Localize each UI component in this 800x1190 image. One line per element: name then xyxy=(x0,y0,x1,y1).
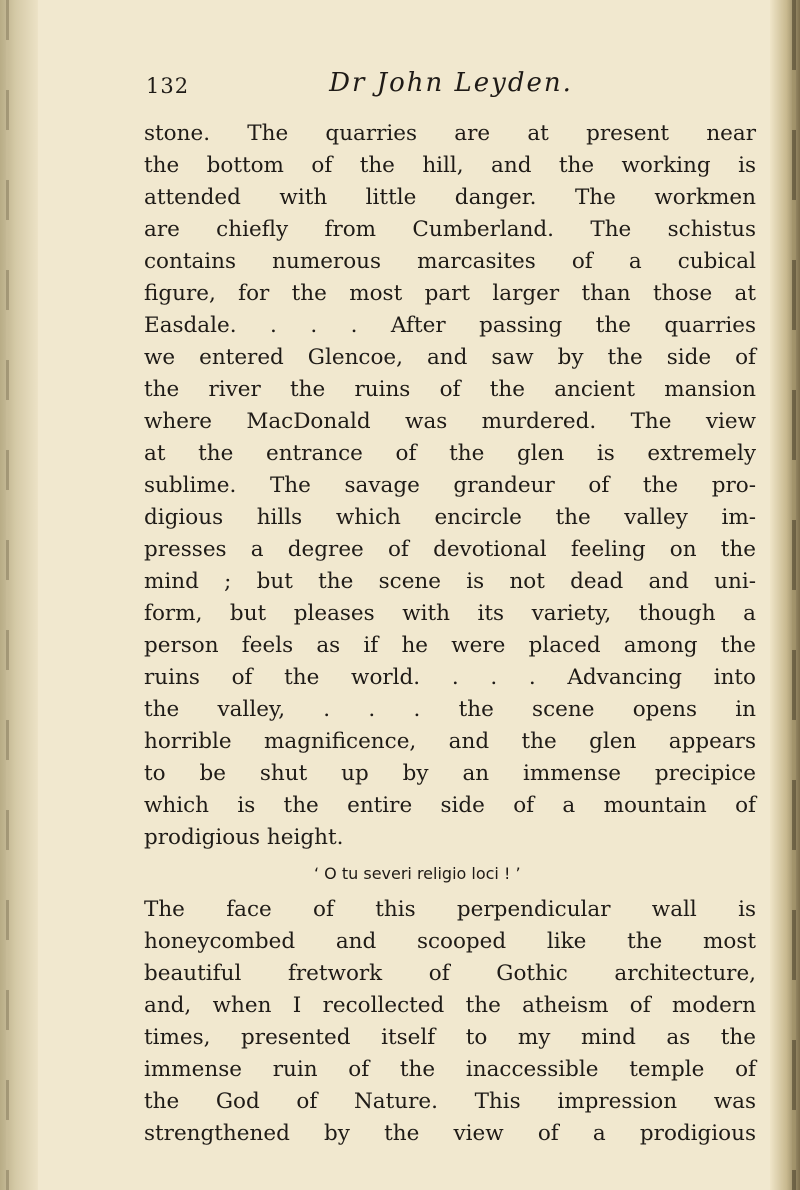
text-line: stone. The quarries are at present near xyxy=(144,121,756,146)
text-line: presses a degree of devotional feeling on the xyxy=(144,537,756,562)
text-line: to be shut up by an immense precipice xyxy=(144,761,756,786)
paragraph-2 xyxy=(144,894,756,1150)
text-line: beautiful fretwork of Gothic architecture, xyxy=(144,961,756,986)
text-line: ruins of the world. . . . Advancing into xyxy=(144,665,756,690)
page-header xyxy=(146,68,756,108)
text-line: sublime. The savage grandeur of the pro- xyxy=(144,473,756,498)
text-line: the God of Nature. This impression was xyxy=(144,1089,756,1114)
text-line: horrible magnificence, and the glen appears xyxy=(144,729,756,754)
page-number: 132 xyxy=(146,74,190,98)
text-line: The face of this perpendicular wall is xyxy=(144,897,756,922)
page-binding-edge xyxy=(0,0,38,1190)
text-line: and, when I recollected the atheism of modern xyxy=(144,993,756,1018)
page-gutter-edge xyxy=(770,0,800,1190)
running-title: Dr John Leyden. xyxy=(329,68,573,98)
text-line: Easdale. . . . After passing the quarries xyxy=(144,313,756,338)
text-line: form, but pleases with its variety, though a xyxy=(144,601,756,626)
text-line: we entered Glencoe, and saw by the side of xyxy=(144,345,756,370)
text-line: times, presented itself to my mind as the xyxy=(144,1025,756,1050)
paragraph-1 xyxy=(144,118,756,854)
text-line: strengthened by the view of a prodigious xyxy=(144,1121,756,1146)
text-line: person feels as if he were placed among the xyxy=(144,633,756,658)
text-line: digious hills which encircle the valley im- xyxy=(144,505,756,530)
text-line: honeycombed and scooped like the most xyxy=(144,929,756,954)
text-line: the valley, . . . the scene opens in xyxy=(144,697,756,722)
latin-quotation: ‘ O tu severi religio loci ! ’ xyxy=(314,864,521,883)
text-line: attended with little danger. The workmen xyxy=(144,185,756,210)
text-line: figure, for the most part larger than those at xyxy=(144,281,756,306)
text-line: contains numerous marcasites of a cubical xyxy=(144,249,756,274)
text-line: are chiefly from Cumberland. The schistus xyxy=(144,217,756,242)
text-line: which is the entire side of a mountain of xyxy=(144,793,756,818)
text-line: the bottom of the hill, and the working is xyxy=(144,153,756,178)
text-line: where MacDonald was murdered. The view xyxy=(144,409,756,434)
text-line: the river the ruins of the ancient mansion xyxy=(144,377,756,402)
text-line: immense ruin of the inaccessible temple of xyxy=(144,1057,756,1082)
body-text xyxy=(144,118,756,1150)
text-line: prodigious height. xyxy=(144,825,344,850)
text-line: at the entrance of the glen is extremely xyxy=(144,441,756,466)
text-line: mind ; but the scene is not dead and uni- xyxy=(144,569,756,594)
